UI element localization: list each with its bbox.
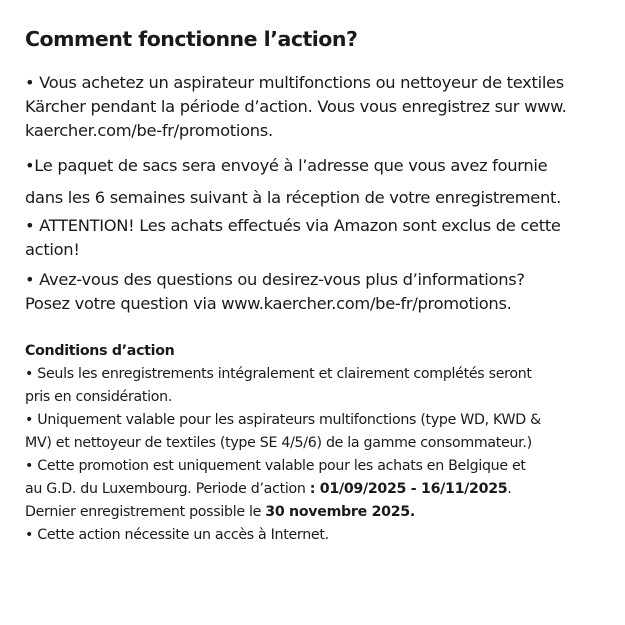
how-it-works-purchase <box>25 71 610 143</box>
action-period-end: . <box>507 481 512 497</box>
action-period-line <box>25 478 610 501</box>
text-line: dans les 6 semaines suivant à la réception de votre enregistrement. <box>25 188 561 207</box>
internet-requirement: • Cette action nécessite un accès à Internet. <box>25 527 329 543</box>
text-line: •Le paquet de sacs sera envoyé à l’adresse que vous avez fournie <box>25 156 548 175</box>
deadline-label: Dernier enregistrement possible le <box>25 504 266 520</box>
text-line: • Vous achetez un aspirateur multifonctions ou nettoyeur de textiles <box>25 73 564 92</box>
conditions-section <box>25 340 610 547</box>
text-line: Posez votre question via www.kaercher.com/be-fr/promotions. <box>25 294 512 313</box>
text-line: kaercher.com/be-fr/promotions. <box>25 121 273 140</box>
how-it-works-questions <box>25 268 610 316</box>
action-period-label: au G.D. du Luxembourg. Periode d’action <box>25 481 310 497</box>
condition-line: • Cette promotion est uniquement valable pour les achats en Belgique et <box>25 458 526 474</box>
condition-line: MV) et nettoyeur de textiles (type SE 4/5/6) de la gamme consommateur.) <box>25 435 532 451</box>
text-line: • Avez-vous des questions ou desirez-vous plus d’informations? <box>25 270 525 289</box>
action-period-dates: 01/09/2025 - 16/11/2025 <box>319 481 508 497</box>
text-line: action! <box>25 240 80 259</box>
condition-line: • Seuls les enregistrements intégralement et clairement complétés seront <box>25 366 532 382</box>
page-title: Comment fonctionne l’action? <box>25 27 358 51</box>
text-line: Kärcher pendant la période d’action. Vous vous enregistrez sur www. <box>25 97 567 116</box>
condition-line: • Uniquement valable pour les aspirateurs multifonctions (type WD, KWD & <box>25 412 541 428</box>
deadline-date: 30 novembre 2025. <box>265 504 415 520</box>
condition-line: pris en considération. <box>25 389 173 405</box>
text-line: • ATTENTION! Les achats effectués via Amazon sont exclus de cette <box>25 216 561 235</box>
deadline-line <box>25 501 610 524</box>
how-it-works-amazon-warning <box>25 214 610 262</box>
action-period-colon: : <box>309 481 320 497</box>
conditions-heading: Conditions d’action <box>25 343 175 359</box>
how-it-works-delivery <box>25 150 610 214</box>
